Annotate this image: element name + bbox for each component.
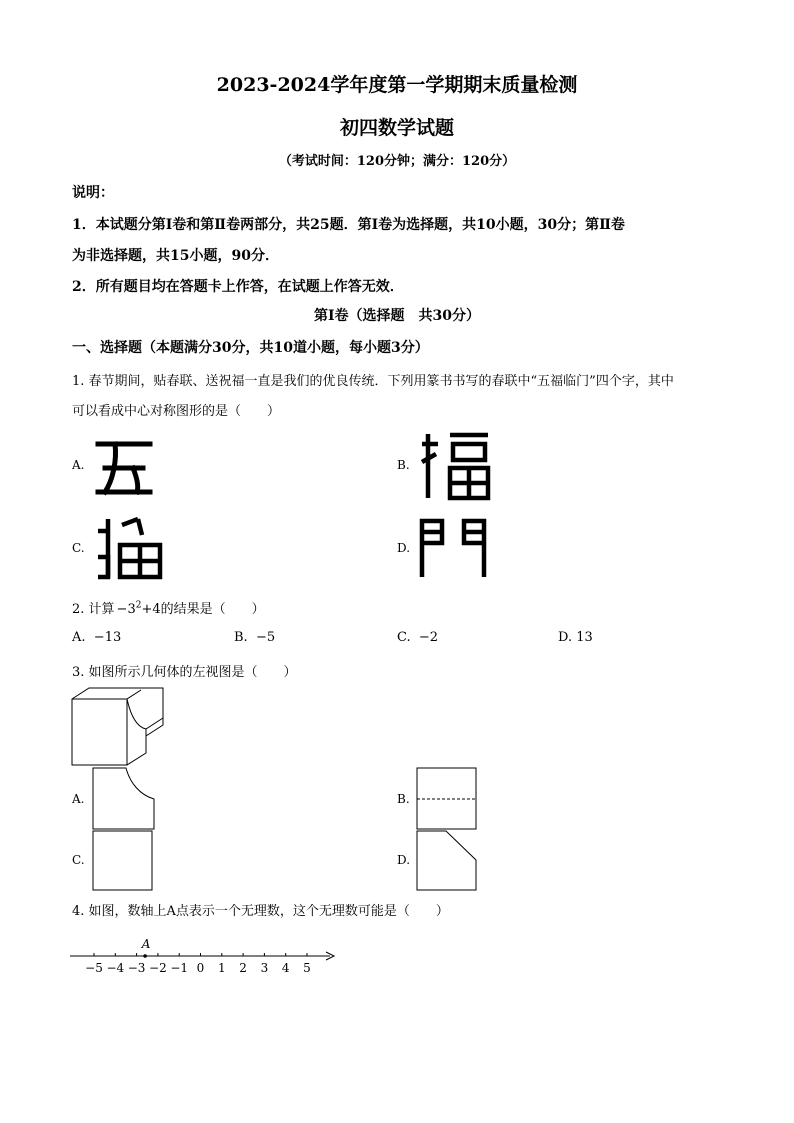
q1-option-c-label: C. <box>72 541 85 555</box>
point-a-marker <box>143 954 147 958</box>
q3-option-a-figure <box>92 767 156 831</box>
notes-item-1-line-2: 为非选择题，共15小题，90分． <box>72 248 279 264</box>
seal-script-fu-icon <box>420 432 492 500</box>
q1-stem-line-2: 可以看成中心对称图形的是（ ） <box>72 404 281 419</box>
q2-option-d-value: 13 <box>576 630 593 645</box>
q2-option-b <box>234 630 275 645</box>
q1-option-a-label: A. <box>72 458 85 472</box>
number-line-tick-label: 4 <box>281 961 290 975</box>
number-line-tick-label: 2 <box>239 961 247 975</box>
section-1-heading: 一、选择题（本题满分30分，共10道小题，每小题3分） <box>72 340 429 356</box>
q4-number-line <box>68 932 340 974</box>
q2-option-b-label: B. <box>234 630 248 645</box>
seal-script-lin-icon <box>94 517 164 579</box>
q3-solid-figure <box>71 687 167 767</box>
number-line-tick-label: −4 <box>106 961 125 975</box>
number-line-tick-label: −2 <box>149 961 167 975</box>
q3-option-d-figure <box>416 830 478 892</box>
part-1-heading: 第Ⅰ卷（选择题 共30分） <box>313 308 481 324</box>
q3-option-d-label: D. <box>397 853 411 867</box>
q3-option-a-label: A. <box>72 792 85 806</box>
exam-info: （考试时间：120分钟；满分：120分） <box>278 154 516 169</box>
q2-option-c-label: C. <box>397 630 411 645</box>
q2-option-d <box>558 630 593 645</box>
q4-stem: 4. 如图，数轴上A点表示一个无理数，这个无理数可能是（ ） <box>72 904 449 919</box>
number-line-tick-label: 0 <box>196 961 205 975</box>
q2-option-c-value: −2 <box>418 630 439 645</box>
seal-script-wu-icon <box>95 440 155 496</box>
q2-expression-tail: +4 <box>141 602 161 617</box>
q2-expression-exponent: 2 <box>135 600 142 611</box>
number-line-tick-label: −5 <box>85 961 103 975</box>
q2-option-a-label: A. <box>72 630 86 645</box>
q2-option-a <box>72 630 121 645</box>
number-line-tick-label: 5 <box>303 961 311 975</box>
number-line-tick-label: 3 <box>260 961 269 975</box>
q2-option-c <box>397 630 438 645</box>
point-a-label: A <box>141 937 151 951</box>
number-line-tick-label: −3 <box>127 961 146 975</box>
number-line-tick-label: −1 <box>170 961 189 975</box>
exam-subtitle: 初四数学试题 <box>339 117 454 139</box>
q3-stem: 3. 如图所示几何体的左视图是（ ） <box>72 665 297 680</box>
q2-expression-base: −3 <box>116 602 136 617</box>
q3-option-c-figure <box>92 830 154 892</box>
q2-option-b-value: −5 <box>255 630 276 645</box>
q2-stem-suffix: 的结果是（ ） <box>160 602 265 617</box>
q1-stem-line-1: 1. 春节期间，贴春联、送祝福一直是我们的优良传统．下列用篆书书写的春联中“五福临门”四个字，其中 <box>72 374 674 389</box>
q2-option-a-value: −13 <box>93 630 122 645</box>
notes-item-1-line-1: 1．本试题分第Ⅰ卷和第Ⅱ卷两部分，共25题．第Ⅰ卷为选择题，共10小题，30分；第Ⅱ卷 <box>72 217 625 233</box>
q1-option-d-label: D. <box>397 541 411 555</box>
q3-option-b-figure <box>416 767 478 831</box>
q2-expression <box>117 602 161 617</box>
exam-title: 2023-2024学年度第一学期期末质量检测 <box>216 74 578 96</box>
notes-item-2: 2．所有题目均在答题卡上作答，在试题上作答无效． <box>72 279 404 295</box>
q2-stem <box>72 598 265 617</box>
notes-heading: 说明： <box>72 185 114 201</box>
number-line-tick-label: 1 <box>217 961 226 975</box>
q2-option-d-label: D. <box>558 630 573 645</box>
q2-stem-prefix: 2. 计算 <box>72 602 115 617</box>
q3-option-c-label: C. <box>72 853 85 867</box>
q3-option-b-label: B. <box>397 792 410 806</box>
q1-option-b-label: B. <box>397 458 410 472</box>
seal-script-men-icon <box>418 517 488 579</box>
